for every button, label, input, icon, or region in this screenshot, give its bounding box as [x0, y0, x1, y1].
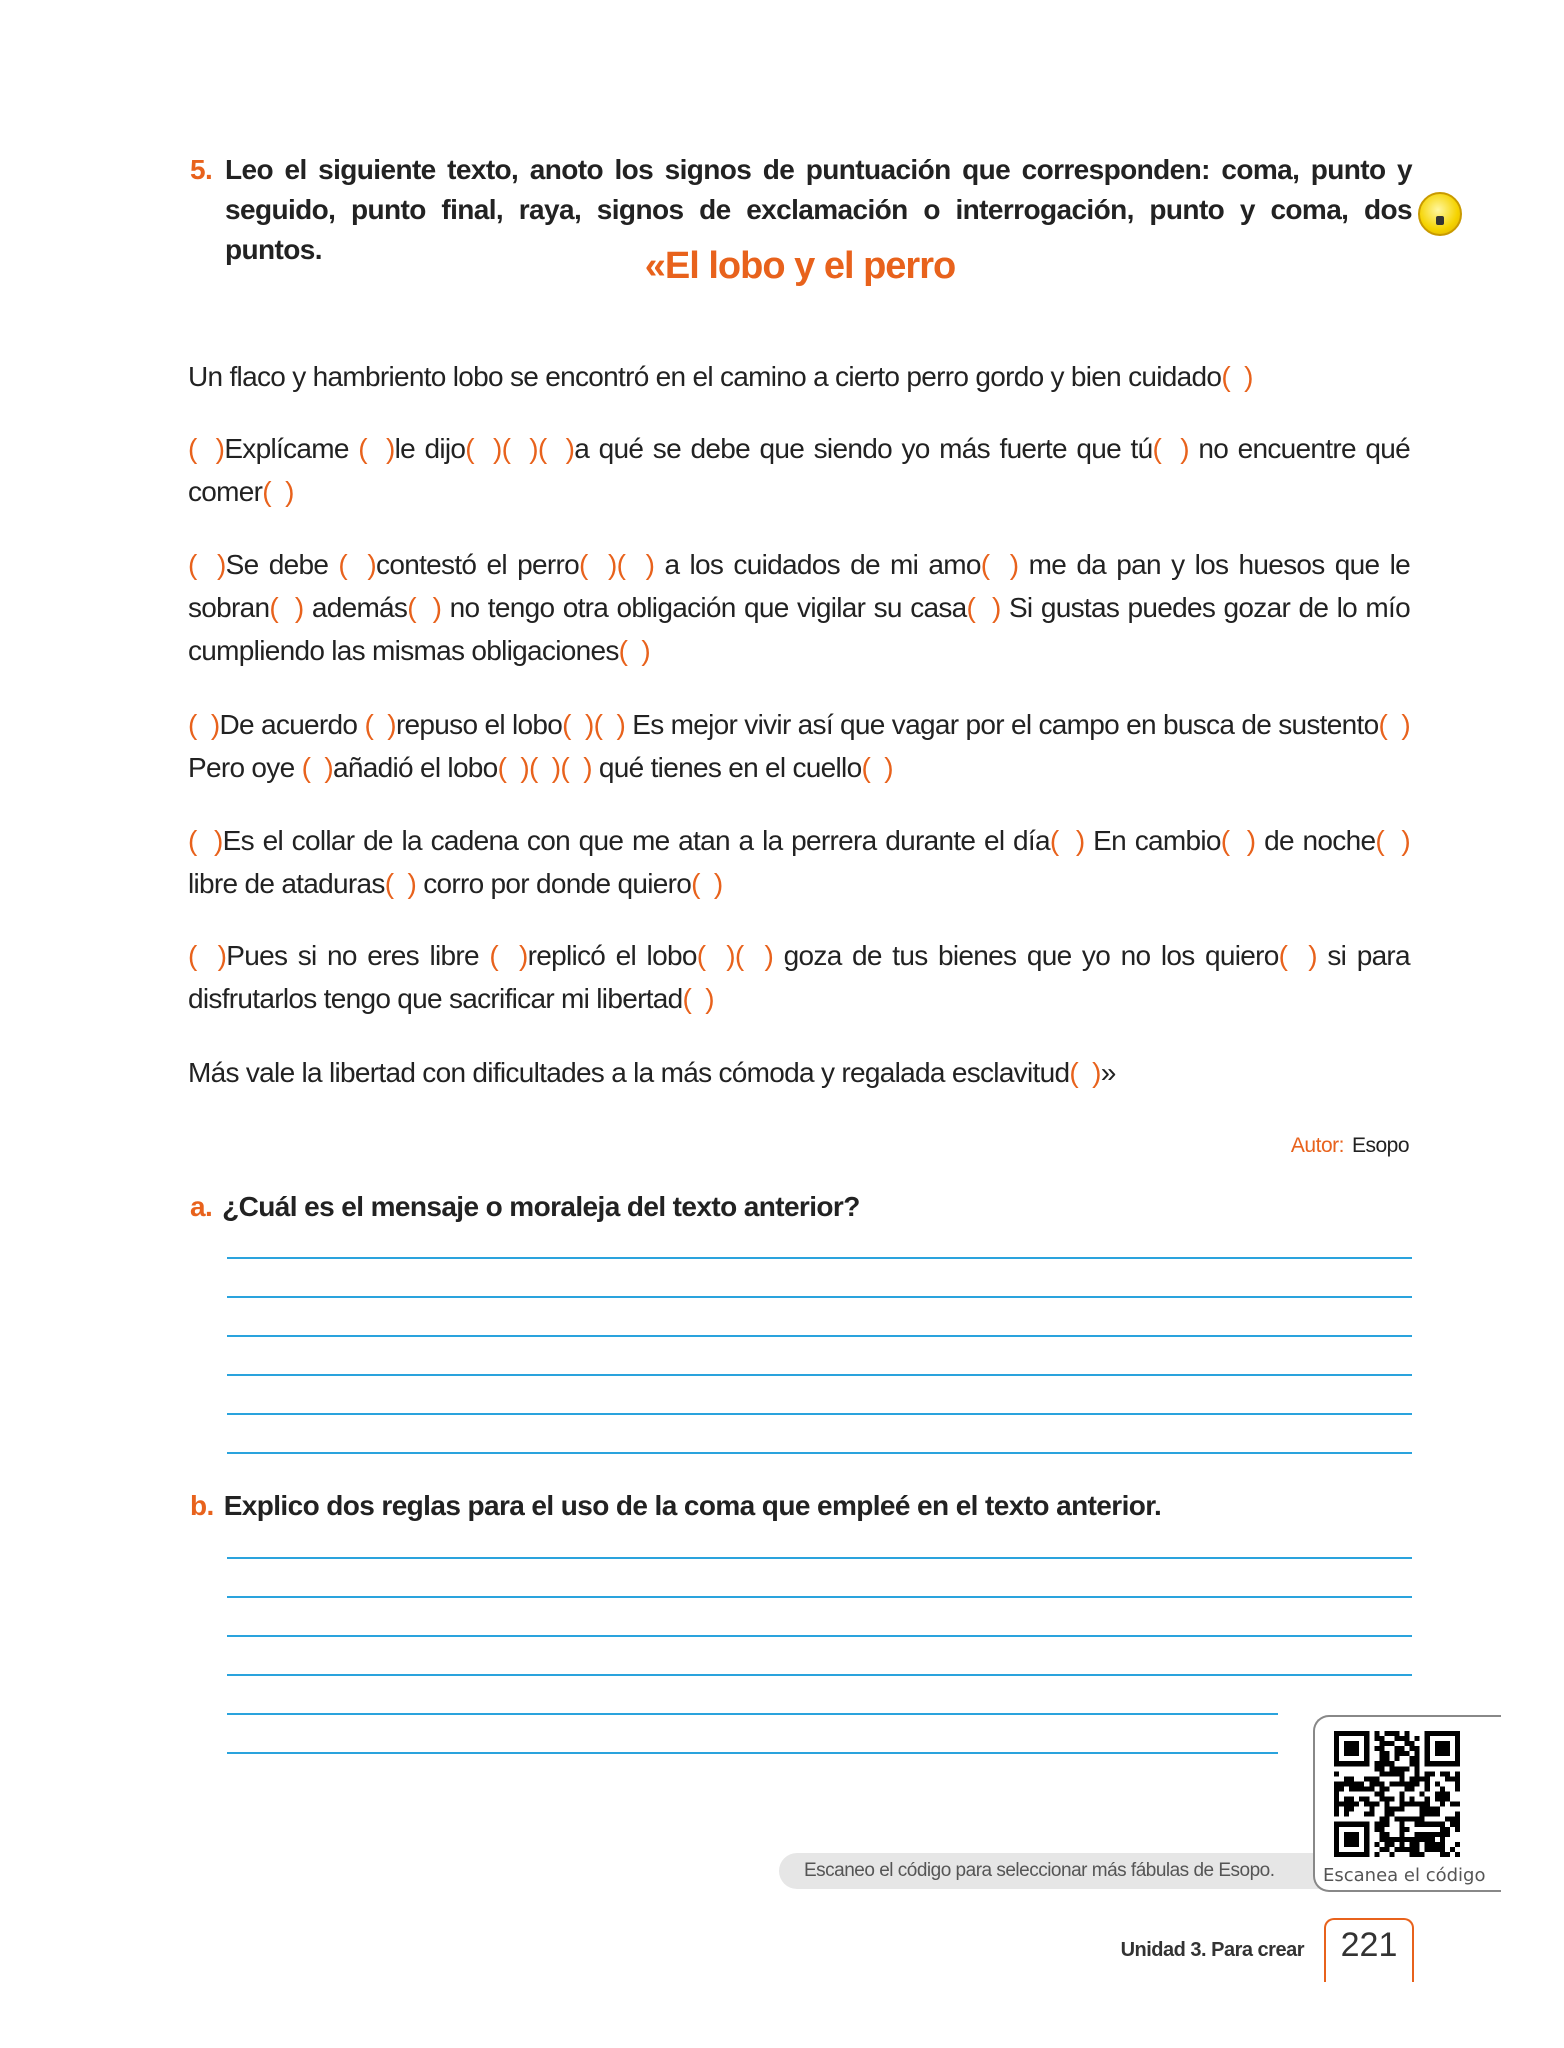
punctuation-blank[interactable]: ( )	[1069, 1057, 1101, 1088]
author-name: Esopo	[1351, 1134, 1409, 1157]
answer-line[interactable]	[227, 1374, 1412, 1376]
answer-line[interactable]	[227, 1596, 1412, 1598]
page-number: 221	[1324, 1918, 1414, 1982]
answer-line[interactable]	[227, 1296, 1412, 1298]
story-paragraph: ( )De acuerdo ( )repuso el lobo( )( ) Es mejor vivir así que vagar por el campo en busca de sustento( ) Pero oye ( )añadió el lobo( )( )( ) qué tienes en el cuello( )	[188, 709, 1410, 783]
punctuation-blank[interactable]: ( )	[188, 825, 223, 856]
punctuation-blank[interactable]: ( )	[1220, 825, 1256, 856]
question-text: ¿Cuál es el mensaje o moraleja del texto anterior?	[222, 1191, 860, 1222]
punctuation-blank[interactable]: ( )	[528, 752, 561, 783]
punctuation-blank[interactable]: ( )	[1378, 709, 1410, 740]
punctuation-blank[interactable]: ( )	[682, 983, 714, 1014]
punctuation-blank[interactable]: ( )	[980, 549, 1019, 580]
question-letter: a.	[190, 1191, 213, 1222]
question-letter: b.	[190, 1490, 214, 1521]
punctuation-blank[interactable]: ( )	[578, 549, 617, 580]
punctuation-blank[interactable]: ( )	[269, 592, 304, 623]
author-label: Autor:	[1290, 1134, 1344, 1157]
punctuation-blank[interactable]: ( )	[262, 476, 294, 507]
story-paragraph: ( )Pues si no eres libre ( )replicó el lobo( )( ) goza de tus bienes que yo no los quiero( ) si para disfrutarlos tengo que sacrificar mi libertad( )	[188, 940, 1410, 1014]
answer-line[interactable]	[227, 1674, 1412, 1676]
exercise-number: 5.	[190, 154, 213, 185]
unit-label: Unidad 3. Para crear	[1120, 1939, 1304, 1961]
punctuation-blank[interactable]: ( )	[618, 635, 651, 666]
punctuation-blank[interactable]: ( )	[593, 709, 626, 740]
punctuation-blank[interactable]: ( )	[501, 433, 538, 464]
punctuation-blank[interactable]: ( )	[364, 709, 396, 740]
punctuation-blank[interactable]: ( )	[384, 868, 417, 899]
story-title: «El lobo y el perro	[644, 245, 956, 287]
punctuation-blank[interactable]: ( )	[301, 752, 333, 783]
punctuation-blank[interactable]: ( )	[1049, 825, 1085, 856]
answer-line[interactable]	[227, 1713, 1278, 1715]
punctuation-blank[interactable]: ( )	[465, 433, 502, 464]
punctuation-blank[interactable]: ( )	[966, 592, 1001, 623]
punctuation-blank[interactable]: ( )	[560, 752, 592, 783]
author-credit	[1291, 1134, 1409, 1158]
punctuation-blank[interactable]: ( )	[497, 752, 529, 783]
punctuation-blank[interactable]: ( )	[188, 433, 225, 464]
punctuation-blank[interactable]: ( )	[338, 549, 377, 580]
punctuation-blank[interactable]: ( )	[1221, 361, 1253, 392]
instruction-text: Leo el siguiente texto, anoto los signos de puntuación que corresponden: coma, punto y seguido, punto final, raya, signos de exclamación o interrogación, punto y coma, dos puntos.	[225, 154, 1412, 265]
qr-code-icon	[1332, 1731, 1462, 1857]
punctuation-blank[interactable]: ( )	[1278, 940, 1317, 971]
punctuation-blank[interactable]: ( )	[616, 549, 655, 580]
story-paragraph: Un flaco y hambriento lobo se encontró en el camino a cierto perro gordo y bien cuidado( )	[188, 361, 1253, 392]
punctuation-blank[interactable]: ( )	[407, 592, 442, 623]
story-paragraph: ( )Es el collar de la cadena con que me atan a la perrera durante el día( ) En cambio( ) de noche( ) libre de ataduras( ) corro por donde quiero( )	[188, 825, 1410, 899]
punctuation-blank[interactable]: ( )	[691, 868, 723, 899]
punctuation-blank[interactable]: ( )	[562, 709, 594, 740]
qr-note	[779, 1853, 1324, 1889]
punctuation-blank[interactable]: ( )	[188, 940, 227, 971]
answer-line[interactable]	[227, 1557, 1412, 1559]
answer-line[interactable]	[227, 1335, 1412, 1337]
story-paragraph: Más vale la libertad con dificultades a la más cómoda y regalada esclavitud( )»	[188, 1057, 1116, 1088]
answer-line[interactable]	[227, 1752, 1278, 1754]
punctuation-blank[interactable]: ( )	[358, 433, 395, 464]
qr-note-text: Escaneo el código para seleccionar más fábulas de Esopo.	[804, 1860, 1275, 1881]
punctuation-blank[interactable]: ( )	[696, 940, 735, 971]
punctuation-blank[interactable]: ( )	[861, 752, 893, 783]
answer-line[interactable]	[227, 1413, 1412, 1415]
qr-code-box[interactable]	[1313, 1715, 1501, 1892]
question-a	[190, 1191, 860, 1223]
punctuation-blank[interactable]: ( )	[1152, 433, 1189, 464]
answer-line[interactable]	[227, 1452, 1412, 1454]
question-text: Explico dos reglas para el uso de la coma que empleé en el texto anterior.	[223, 1490, 1162, 1521]
punctuation-blank[interactable]: ( )	[537, 433, 575, 464]
punctuation-blank[interactable]: ( )	[188, 709, 220, 740]
punctuation-blank[interactable]: ( )	[1375, 825, 1410, 856]
story-paragraph: ( )Se debe ( )contestó el perro( )( ) a los cuidados de mi amo( ) me da pan y los huesos que le sobran( ) además( ) no tengo otra obligación que vigilar su casa( ) Si gustas puedes gozar de lo mío cumpliendo las mismas obligaciones( )	[188, 549, 1410, 666]
qr-caption: Escanea el código	[1323, 1865, 1486, 1886]
punctuation-blank[interactable]: ( )	[188, 549, 226, 580]
question-b	[190, 1490, 1161, 1522]
answer-line[interactable]	[227, 1257, 1412, 1259]
lightbulb-icon	[1418, 192, 1462, 236]
punctuation-blank[interactable]: ( )	[734, 940, 774, 971]
punctuation-blank[interactable]: ( )	[489, 940, 528, 971]
story-paragraph: ( )Explícame ( )le dijo( )( )( )a qué se debe que siendo yo más fuerte que tú( ) no encuentre qué comer( )	[188, 433, 1411, 507]
answer-line[interactable]	[227, 1635, 1412, 1637]
